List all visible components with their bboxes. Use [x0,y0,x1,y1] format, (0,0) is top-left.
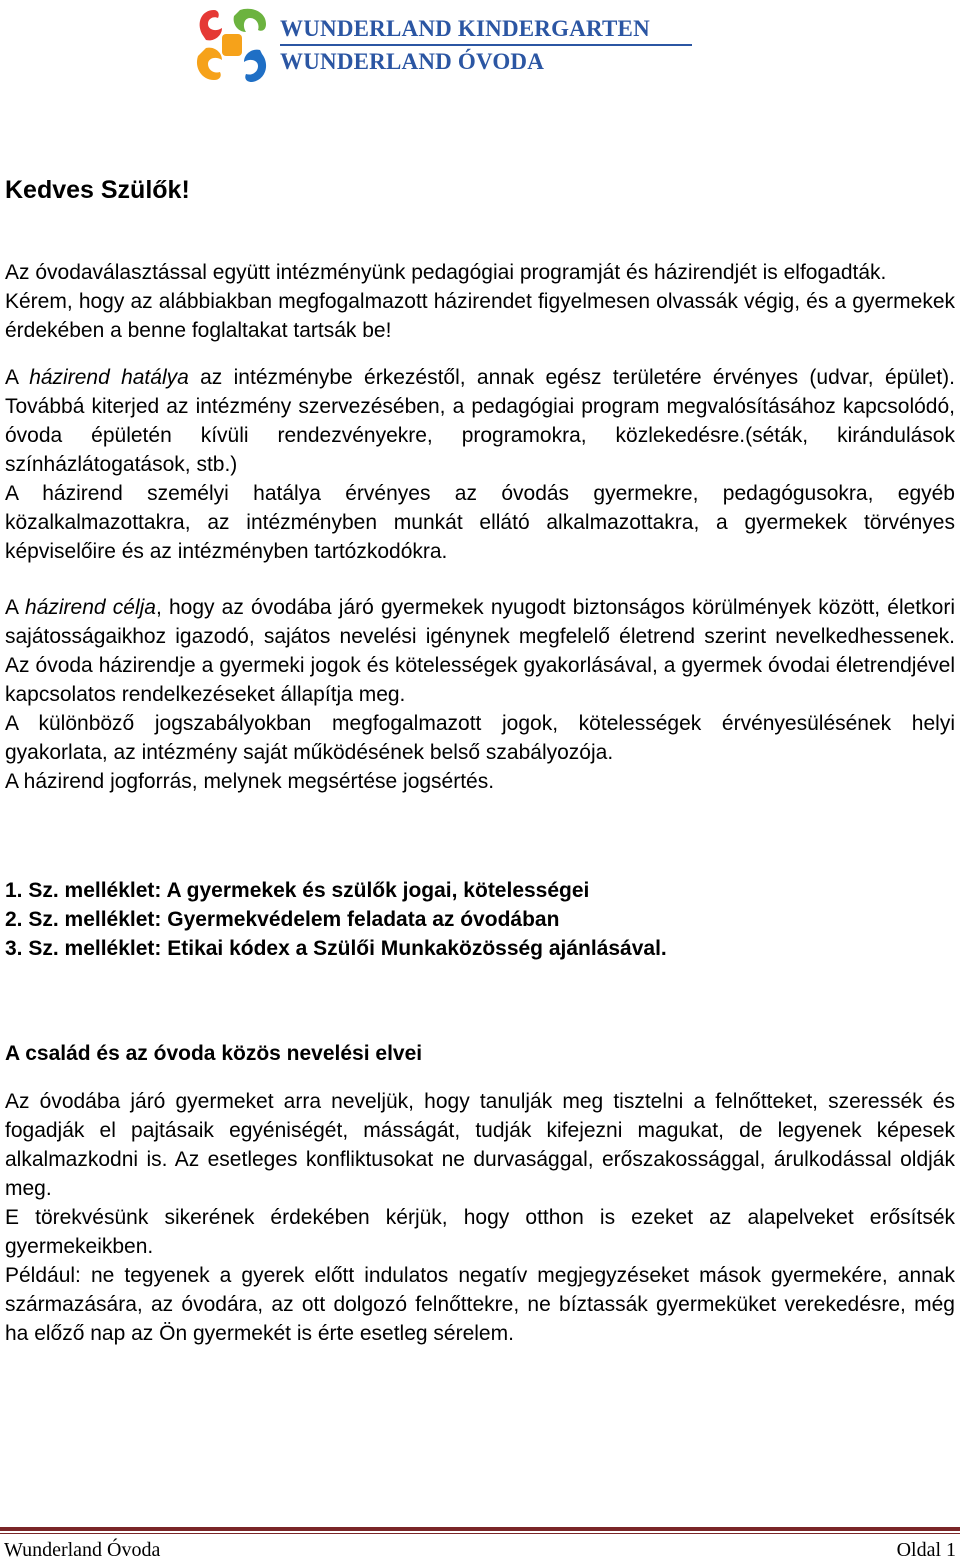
personal-scope-paragraph: A házirend személyi hatálya érvényes az óvodás gyermekre, pedagógusokra, egyéb közalkalmazottakra, az intézményben munkát ellátó alkalmazottakra, a gyermekek törvényes képviselőire és az intézményben tartózkodókra. [5,482,955,563]
kindergarten-logo-icon [192,4,272,86]
section-paragraph-1: Az óvodába járó gyermeket arra neveljük, hogy tanulják meg tisztelni a felnőtteket, szeressék és fogadják el pajtásaik egyéniségét, másságát, tudják kifejezni magukat, de legyenek képesek alkalmazkodni is. Az esetleges konfliktusokat ne durvasággal, erőszakossággal, árulkodással oldják meg. [5,1090,955,1200]
scope-lead: A [5,366,30,389]
logo-divider [280,44,692,46]
footer-page-number: Oldal 1 [896,1539,956,1561]
section-paragraph-3: Például: ne tegyenek a gyerek előtt indulatos negatív megjegyzéseket mások gyermekére, annak származására, az óvodára, az ott dolgozó felnőttekre, ne bíztassák gyermeküket verekedésre, még ha előző nap az Ön gyermekét is érte esetleg sérelem. [5,1264,955,1345]
section-heading: A család és az óvoda közös nevelési elvei [5,1042,423,1065]
document-body [5,170,955,1348]
attachment-list [5,876,955,963]
regulations-paragraph: A különböző jogszabályokban megfogalmazott jogok, kötelességek érvényesülésének helyi gyakorlata, az intézmény saját működésének belső szabályozója. [5,712,955,764]
page-footer [0,1527,960,1560]
purpose-lead: A [5,596,26,619]
attachment-item: 1. Sz. melléklet: A gyermekek és szülők jogai, kötelességei [5,879,590,902]
greeting-heading: Kedves Szülők! [5,176,190,204]
footer-divider-thick [0,1527,960,1531]
scope-paragraph [5,363,955,479]
logo-petal-blue [244,50,266,82]
logo-title-english: WUNDERLAND KINDERGARTEN [280,16,650,41]
section-paragraph-2: E törekvésünk sikerének érdekében kérjük, hogy otthon is ezeket az alapelveket erősítsék gyermekeikben. [5,1206,955,1258]
purpose-term: házirend célja [25,596,156,619]
scope-text: az intézménybe érkezéstől, annak egész területére érvényes (udvar, épület). Továbbá kiterjed az intézmény szervezésében, a pedagógiai program megvalósításához kapcsolódó, óvoda épületén kívüli rendezvényekre, programokra, közlekedésre.(séták, kirándulások színházlátogatások, stb.) [5,366,955,476]
purpose-paragraph [5,593,955,709]
intro-paragraph-1: Az óvodaválasztással együtt intézményünk pedagógiai programját és házirendjét is elfogadták. [5,261,887,284]
intro-paragraph-2: Kérem, hogy az alábbiakban megfogalmazott házirendet figyelmesen olvassák végig, és a gyermekek érdekében a benne foglaltakat tartsák be! [5,290,955,342]
attachment-item: 2. Sz. melléklet: Gyermekvédelem feladata az óvodában [5,908,560,931]
footer-organization: Wunderland Óvoda [4,1539,161,1561]
footer-divider-thin [0,1533,960,1534]
logo-petal-orange [197,48,222,80]
logo-title-hungarian: WUNDERLAND ÓVODA [280,49,545,74]
logo-petal-red [200,10,222,40]
legal-source-paragraph: A házirend jogforrás, melynek megsértése jogsértés. [5,770,495,793]
purpose-text: , hogy az óvodába járó gyermekek nyugodt biztonságos körülmények között, életkori sajátosságaikhoz igazodó, sajátos nevelési igénynek megfelelő életrend szerint nevelkedhessenek. Az óvoda házirendje a gyermeki jogok és kötelességek gyakorlásával, a gyermek óvodai életrendjével kapcsolatos rendelkezéseket állapítja meg. [5,596,955,706]
logo-petal-green [234,9,266,32]
header-logo [192,4,712,90]
scope-term: házirend hatálya [29,366,189,389]
attachment-item: 3. Sz. melléklet: Etikai kódex a Szülői Munkaközösség ajánlásával. [5,937,667,960]
